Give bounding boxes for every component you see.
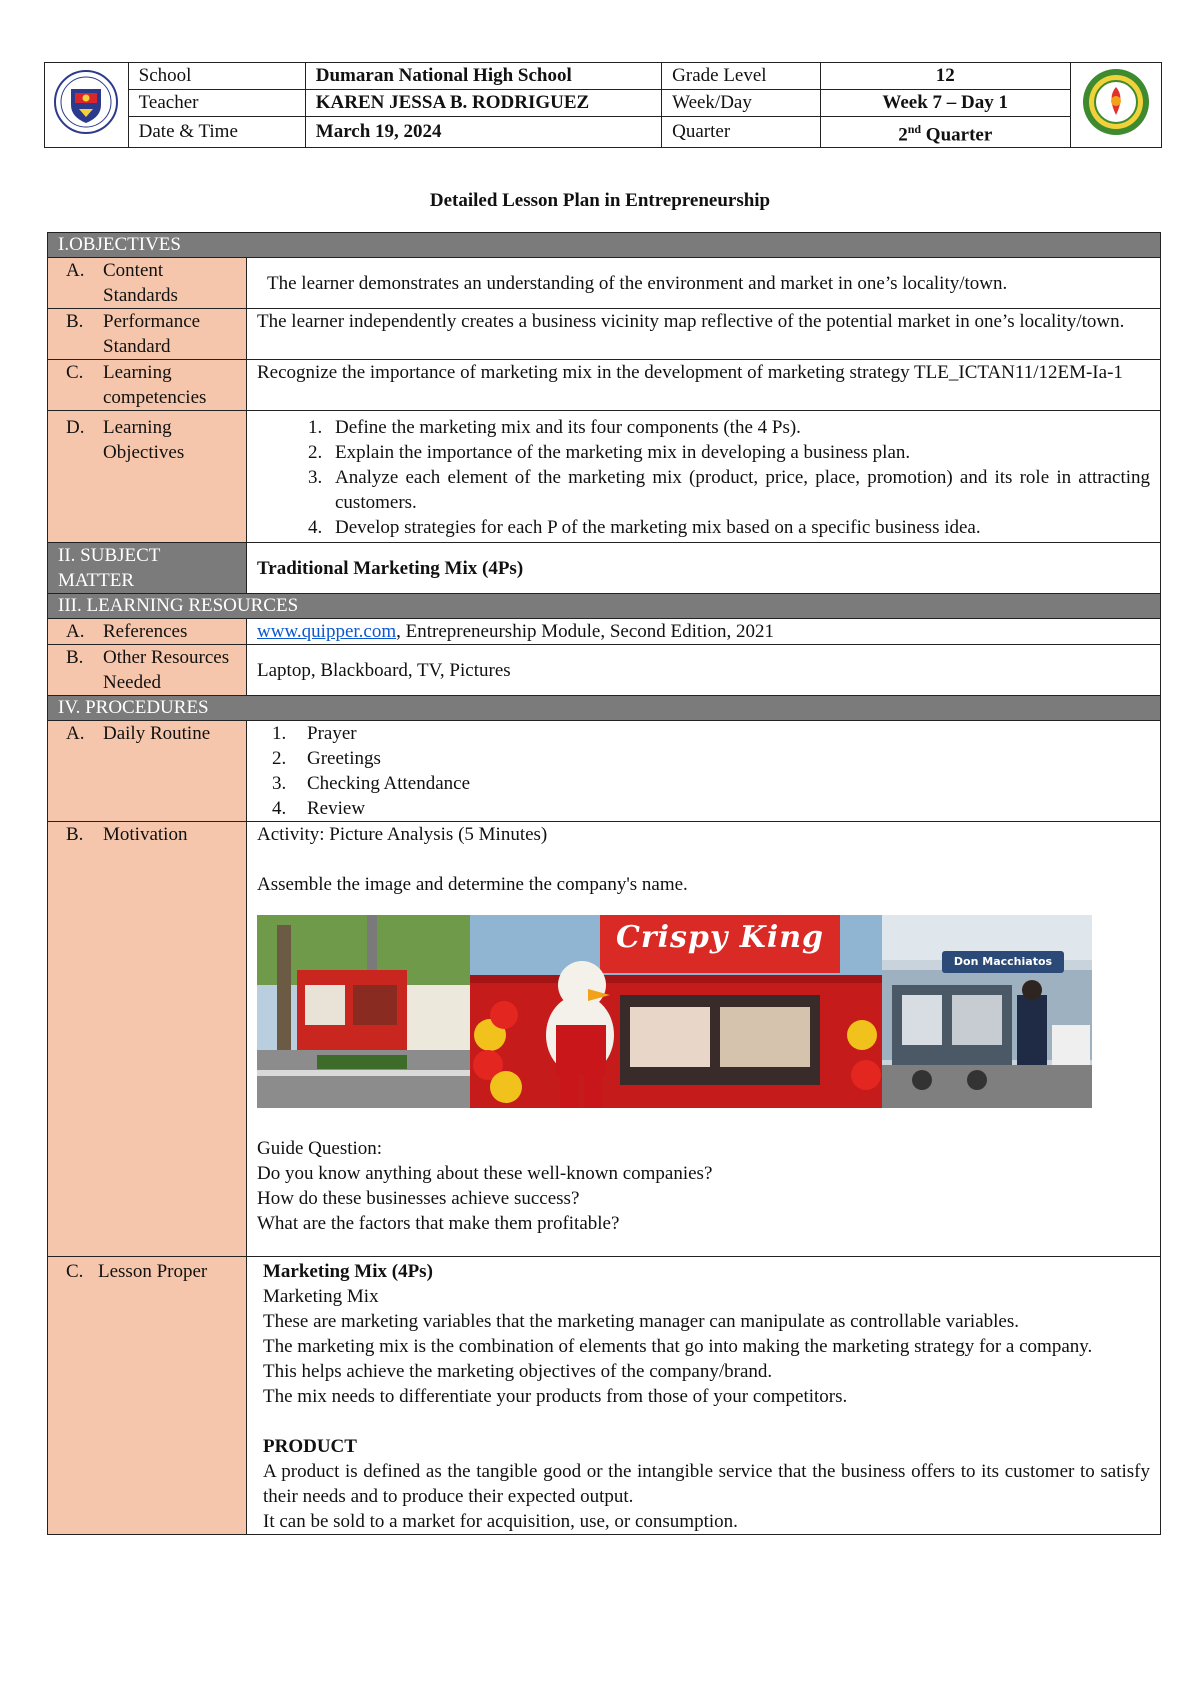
list-item: 2. Greetings xyxy=(291,746,1150,771)
list-item: 3. Analyze each element of the marketing mix (product, price, place, promotion) and its role in attracting customers. xyxy=(327,465,1150,515)
list-item: 4. Develop strategies for each P of the marketing mix based on a specific business idea. xyxy=(327,515,1150,540)
crispy-king-sign-text: Crispy King xyxy=(615,920,825,955)
school-seal-icon xyxy=(1081,67,1151,137)
content-standards-title: Content Standards xyxy=(103,260,178,306)
lesson-proper-cell xyxy=(247,1257,1161,1535)
references-text: , Entrepreneurship Module, Second Edition, 2021 xyxy=(396,621,774,642)
quipper-link[interactable]: www.quipper.com xyxy=(257,621,397,642)
performance-standard-title: Performance Standard xyxy=(103,311,201,357)
product-heading: PRODUCT xyxy=(263,1436,357,1457)
performance-standard-letter: B. xyxy=(66,311,84,332)
daily-routine-cell xyxy=(247,721,1161,822)
date-label: Date & Time xyxy=(128,117,305,148)
school-label: School xyxy=(128,63,305,90)
daily-routine-letter: A. xyxy=(66,723,85,744)
other-resources-title: Other Resources Needed xyxy=(103,647,230,693)
coffee-sign-text: Don Macchiatos xyxy=(942,951,1064,973)
list-item: 1. Prayer xyxy=(291,721,1150,746)
learning-objectives-title: Learning Objectives xyxy=(103,417,185,463)
daily-routine-title: Daily Routine xyxy=(103,723,211,744)
quarter-word: Quarter xyxy=(921,124,993,146)
activity-title: Activity: Picture Analysis (5 Minutes) xyxy=(257,824,548,845)
lesson-line: These are marketing variables that the marketing manager can manipulate as controllable variables. xyxy=(263,1311,1019,1332)
objectives-heading: I.OBJECTIVES xyxy=(48,233,1161,258)
learning-competencies-title: Learning competencies xyxy=(103,362,207,408)
lesson-subtitle: Marketing Mix xyxy=(263,1286,379,1307)
deped-seal-icon xyxy=(53,69,119,135)
list-item: 3. Checking Attendance xyxy=(291,771,1150,796)
crispy-king-photo xyxy=(470,915,882,1108)
teacher-label: Teacher xyxy=(128,90,305,117)
lesson-line: This helps achieve the marketing objectives of the company/brand. xyxy=(263,1361,773,1382)
week-value: Week 7 – Day 1 xyxy=(820,90,1070,117)
learning-competencies-letter: C. xyxy=(66,362,84,383)
content-standards-text: The learner demonstrates an understanding of the environment and market in one’s locality/town. xyxy=(247,258,1161,309)
page-title: Detailed Lesson Plan in Entrepreneurship xyxy=(429,190,771,211)
lesson-title: Marketing Mix (4Ps) xyxy=(263,1261,433,1282)
lesson-plan-table xyxy=(47,232,1161,1535)
learning-objectives-list xyxy=(257,415,1150,540)
motivation-title: Motivation xyxy=(103,824,188,845)
learning-competencies-text: Recognize the importance of marketing mix in the development of marketing strategy TLE_ICTAN11/12EM-Ia-1 xyxy=(247,360,1161,411)
product-line: A product is defined as the tangible good or the intangible service that the business offers to its customer to satisfy their needs and to produce their expected output. xyxy=(263,1461,1151,1507)
guide-question: What are the factors that make them profitable? xyxy=(257,1213,620,1234)
other-resources-label xyxy=(48,645,247,696)
quarter-label: Quarter xyxy=(662,117,821,148)
school-seal-logo xyxy=(1070,63,1161,148)
motivation-label xyxy=(48,822,247,1257)
guide-question-heading: Guide Question: xyxy=(257,1138,383,1159)
other-resources-letter: B. xyxy=(66,647,84,668)
references-letter: A. xyxy=(66,621,85,642)
store-street-photo xyxy=(257,915,470,1108)
quarter-suffix: nd xyxy=(907,122,922,136)
list-item: 2. Explain the importance of the marketing mix in developing a business plan. xyxy=(327,440,1150,465)
quarter-value xyxy=(820,117,1070,148)
grade-label: Grade Level xyxy=(662,63,821,90)
procedures-heading: IV. PROCEDURES xyxy=(48,696,1161,721)
date-value: March 19, 2024 xyxy=(305,117,661,148)
grade-value: 12 xyxy=(820,63,1070,90)
teacher-value: KAREN JESSA B. RODRIGUEZ xyxy=(305,90,661,117)
guide-question: Do you know anything about these well-known companies? xyxy=(257,1163,713,1184)
school-value: Dumaran National High School xyxy=(305,63,661,90)
content-standards-label xyxy=(48,258,247,309)
content-standards-letter: A. xyxy=(66,260,85,281)
product-line: It can be sold to a market for acquisition, use, or consumption. xyxy=(263,1511,738,1532)
motivation-cell xyxy=(247,822,1161,1257)
lesson-line: The mix needs to differentiate your products from those of your competitors. xyxy=(263,1386,848,1407)
company-photo-collage xyxy=(257,915,1092,1108)
lesson-line: The marketing mix is the combination of elements that go into making the marketing strategy for a company. xyxy=(263,1336,1093,1357)
subject-matter-heading: II. SUBJECT MATTER xyxy=(48,543,247,594)
learning-objectives-cell xyxy=(247,411,1161,543)
activity-instruction: Assemble the image and determine the company's name. xyxy=(257,874,688,895)
performance-standard-label xyxy=(48,309,247,360)
other-resources-text: Laptop, Blackboard, TV, Pictures xyxy=(247,645,1161,696)
subject-matter-value: Traditional Marketing Mix (4Ps) xyxy=(247,543,1161,594)
performance-standard-text: The learner independently creates a business vicinity map reflective of the potential market in one’s locality/town. xyxy=(247,309,1161,360)
references-title: References xyxy=(103,621,188,642)
learning-objectives-label xyxy=(48,411,247,543)
lesson-proper-title: Lesson Proper xyxy=(98,1261,208,1282)
learning-resources-heading: III. LEARNING RESOURCES xyxy=(48,594,1161,619)
deped-seal-logo xyxy=(45,63,129,148)
list-item: 4. Review xyxy=(291,796,1150,821)
coffee-kiosk-photo xyxy=(882,915,1092,1108)
lesson-proper-label xyxy=(48,1257,247,1535)
learning-objectives-letter: D. xyxy=(66,417,85,438)
lesson-proper-letter: C. xyxy=(66,1261,84,1282)
motivation-letter: B. xyxy=(66,824,84,845)
references-label xyxy=(48,619,247,645)
daily-routine-list xyxy=(257,721,1150,821)
quarter-number: 2 xyxy=(898,124,908,146)
daily-routine-label xyxy=(48,721,247,822)
learning-competencies-label xyxy=(48,360,247,411)
list-item: 1. Define the marketing mix and its four components (the 4 Ps). xyxy=(327,415,1150,440)
references-cell xyxy=(247,619,1161,645)
header-info-table xyxy=(44,62,1162,148)
guide-question: How do these businesses achieve success? xyxy=(257,1188,580,1209)
week-label: Week/Day xyxy=(662,90,821,117)
